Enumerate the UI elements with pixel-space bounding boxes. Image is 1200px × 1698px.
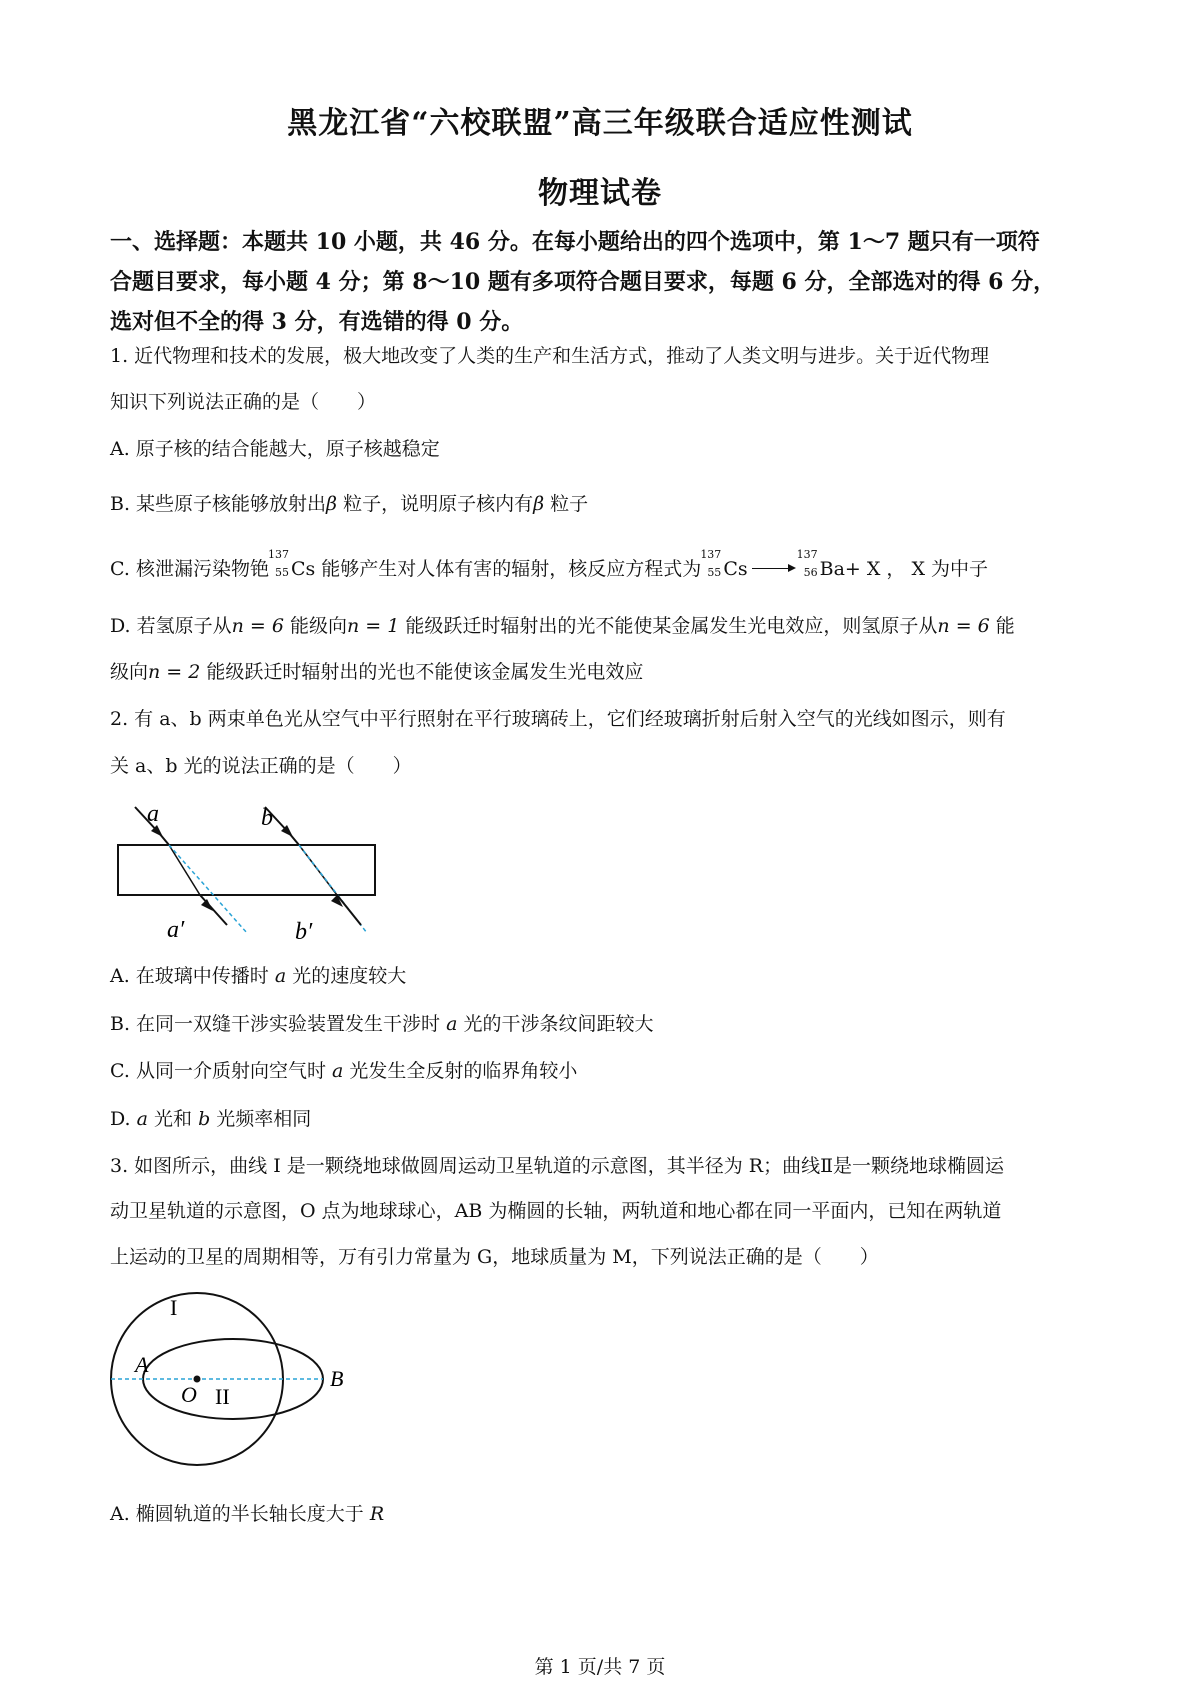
q1-option-c-mid: 能够产生对人体有害的辐射，核反应方程式为 [321,558,702,580]
q1-option-d-line1: D. 若氢原子从n = 6 能级向n = 1 能级跃迁时辐射出的光不能使某金属发生光电效应，则氢原子从n = 6 能 [110,615,1015,637]
q3-stem-line1: 3. 如图所示，曲线 I 是一颗绕地球做圆周运动卫星轨道的示意图，其半径为 R；曲线Ⅱ是一颗绕地球椭圆运 [110,1155,1005,1177]
q1-option-c-eq-tail: + X ， [844,558,906,580]
ray-a-emergent [200,895,227,925]
label-a: a [147,801,159,827]
orbit-figure [105,1282,375,1482]
cesium-isotope: 137 55 [700,548,722,579]
cesium-symbol: Cs [290,558,316,580]
q2-option-b: B. 在同一双缝干涉实验装置发生干涉时 a 光的干涉条纹间距较大 [110,1013,654,1035]
glass-brick [118,845,375,895]
q2-stem-line1: 2. 有 a、b 两束单色光从空气中平行照射在平行玻璃砖上，它们经玻璃折射后射入空气的光线如图示，则有 [110,708,1006,730]
q1-option-c-pre: C. 核泄漏污染物铯 [110,558,269,580]
exam-title: 黑龙江省“六校联盟”高三年级联合适应性测试 [287,106,913,141]
q1-option-c-post: X 为中子 [911,558,989,580]
ray-a-refracted [169,845,200,895]
q1-option-a: A. 原子核的结合能越大，原子核越稳定 [110,438,440,460]
barium-symbol: Ba [819,558,845,580]
arrow-icon [201,899,213,911]
barium-isotope: 137 56 [796,548,818,579]
label-b: b [261,805,273,831]
label-orbit-I: I [170,1295,178,1320]
beta-symbol: β [533,493,545,515]
q1-option-c [110,548,1110,583]
q2-option-a: A. 在玻璃中传播时 a 光的速度较大 [110,965,407,987]
label-A: A [135,1352,149,1377]
page-footer: 第 1 页/共 7 页 [534,1656,666,1678]
label-O: O [181,1382,197,1407]
beta-symbol: β [326,493,338,515]
section-instructions-line3: 选对但不全的得 3 分，有选错的得 0 分。 [110,309,524,335]
q1-option-b-post: 粒子 [544,493,589,515]
q1-stem-line1: 1. 近代物理和技术的发展，极大地改变了人类的生产和生活方式，推动了人类文明与进步。关于近代物理 [110,345,990,367]
level-n: n = 1 [347,615,400,637]
ray-b-emergent [337,895,361,925]
q3-stem-line2: 动卫星轨道的示意图，O 点为地球球心，AB 为椭圆的长轴，两轨道和地心都在同一平面内，已知在两轨道 [110,1200,1002,1222]
level-n: n = 2 [148,661,201,683]
cesium-isotope: 137 55 [267,548,289,579]
q2-option-c: C. 从同一介质射向空气时 a 光发生全反射的临界角较小 [110,1060,578,1082]
q1-option-d-line2: 级向n = 2 能级跃迁时辐射出的光也不能使该金属发生光电效应 [110,661,644,683]
glass-brick-figure [105,795,385,945]
q2-option-d: D. a 光和 b 光频率相同 [110,1108,312,1130]
q2-stem-line2: 关 a、b 光的说法正确的是（ ） [110,755,412,777]
q1-option-b-pre: B. 某些原子核能够放射出 [110,493,327,515]
label-a-prime: a′ [167,917,185,943]
exam-subtitle: 物理试卷 [538,176,662,211]
label-B: B [330,1366,344,1391]
q1-option-b [110,490,1110,518]
q3-option-a: A. 椭圆轨道的半长轴长度大于 R [110,1503,385,1525]
label-orbit-II: II [215,1384,230,1409]
label-b-prime: b′ [295,919,313,945]
section-instructions-line2: 合题目要求，每小题 4 分；第 8～10 题有多项符合题目要求，每题 6 分，全部选对的得 6 分， [110,269,1056,295]
section-instructions-line1: 一、选择题：本题共 10 小题，共 46 分。在每小题给出的四个选项中，第 1～7 题只有一项符 [110,229,1040,255]
cesium-symbol: Cs [723,558,748,580]
q1-stem-line2: 知识下列说法正确的是（ ） [110,391,377,413]
level-n: n = 6 [937,615,990,637]
level-n: n = 6 [231,615,284,637]
reaction-arrow-icon [752,568,794,569]
q3-stem-line3: 上运动的卫星的周期相等，万有引力常量为 G，地球质量为 M，下列说法正确的是（ ） [110,1246,879,1268]
q1-option-b-mid: 粒子，说明原子核内有 [337,493,534,515]
